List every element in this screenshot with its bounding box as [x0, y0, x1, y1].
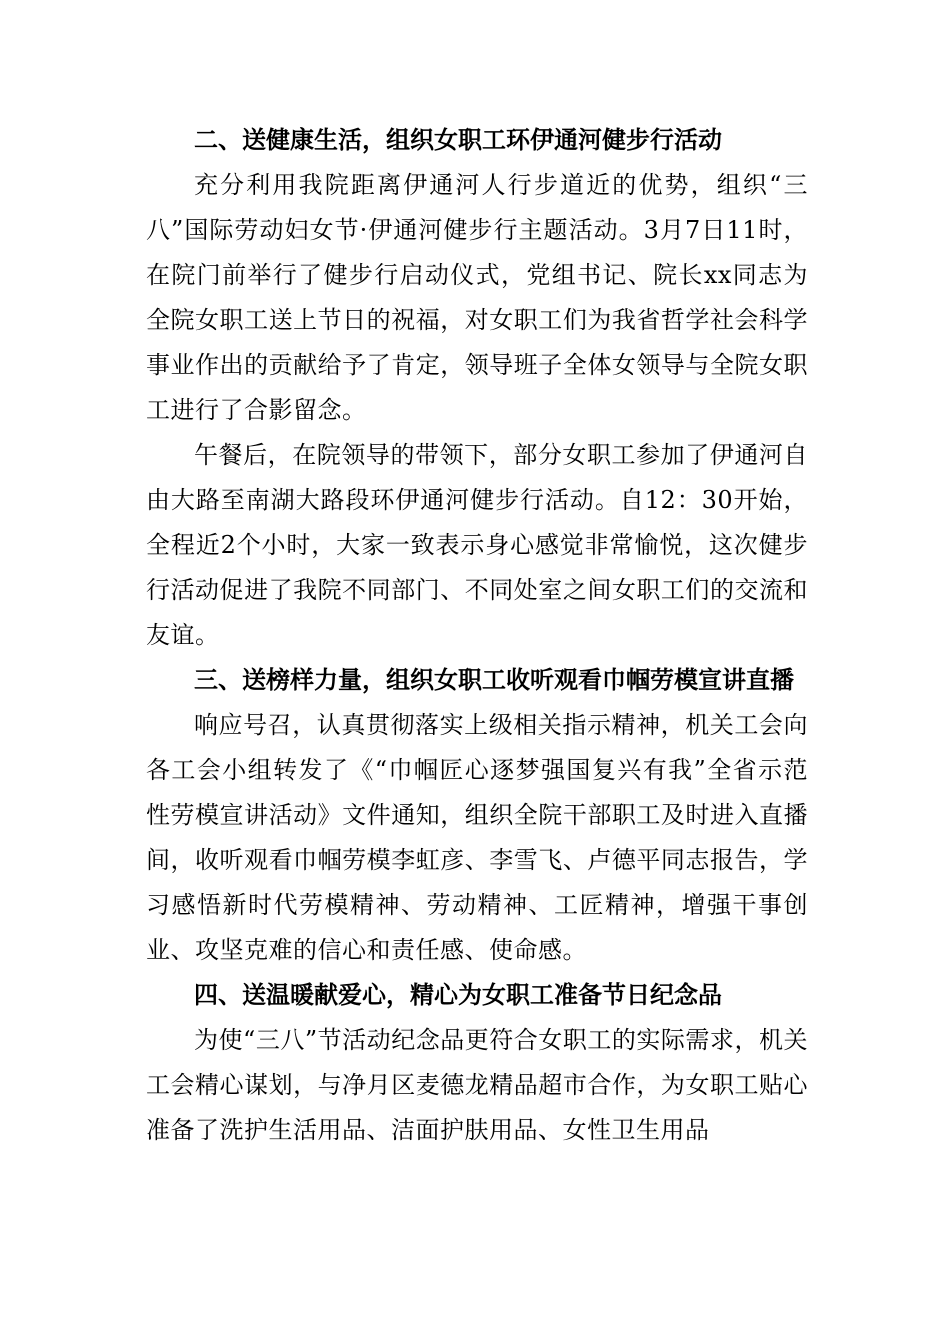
paragraph: 午餐后，在院领导的带领下，部分女职工参加了伊通河自由大路至南湖大路段环伊通河健步行活动。自12：30开始，全程近2个小时，大家一致表示身心感觉非常愉悦，这次健步行活动促进了我院不同部门、不同处室之间女职工们的交流和友谊。 [146, 441, 808, 649]
paragraph: 充分利用我院距离伊通河人行步道近的优势，组织“三八”国际劳动妇女节·伊通河健步行主题活动。3月7日11时，在院门前举行了健步行启动仪式，党组书记、院长xx同志为全院女职工送上节日的祝福，对女职工们为我省哲学社会科学事业作出的贡献给予了肯定，领导班子全体女领导与全院女职工进行了合影留念。 [146, 171, 808, 424]
document-body [146, 118, 808, 1153]
section-heading-3: 三、送榜样力量，组织女职工收听观看巾帼劳模宣讲直播 [194, 666, 794, 694]
section-heading-2: 二、送健康生活，组织女职工环伊通河健步行活动 [194, 126, 722, 154]
paragraph: 为使“三八”节活动纪念品更符合女职工的实际需求，机关工会精心谋划，与净月区麦德龙精品超市合作，为女职工贴心准备了洗护生活用品、洁面护肤用品、女性卫生用品 [146, 1026, 808, 1144]
section-heading-4: 四、送温暖献爱心，精心为女职工准备节日纪念品 [194, 981, 722, 1009]
paragraph: 响应号召，认真贯彻落实上级相关指示精神，机关工会向各工会小组转发了《“巾帼匠心逐梦强国复兴有我”全省示范性劳模宣讲活动》文件通知，组织全院干部职工及时进入直播间，收听观看巾帼劳模李虹彦、李雪飞、卢德平同志报告，学习感悟新时代劳模精神、劳动精神、工匠精神，增强干事创业、攻坚克难的信心和责任感、使命感。 [146, 711, 808, 964]
